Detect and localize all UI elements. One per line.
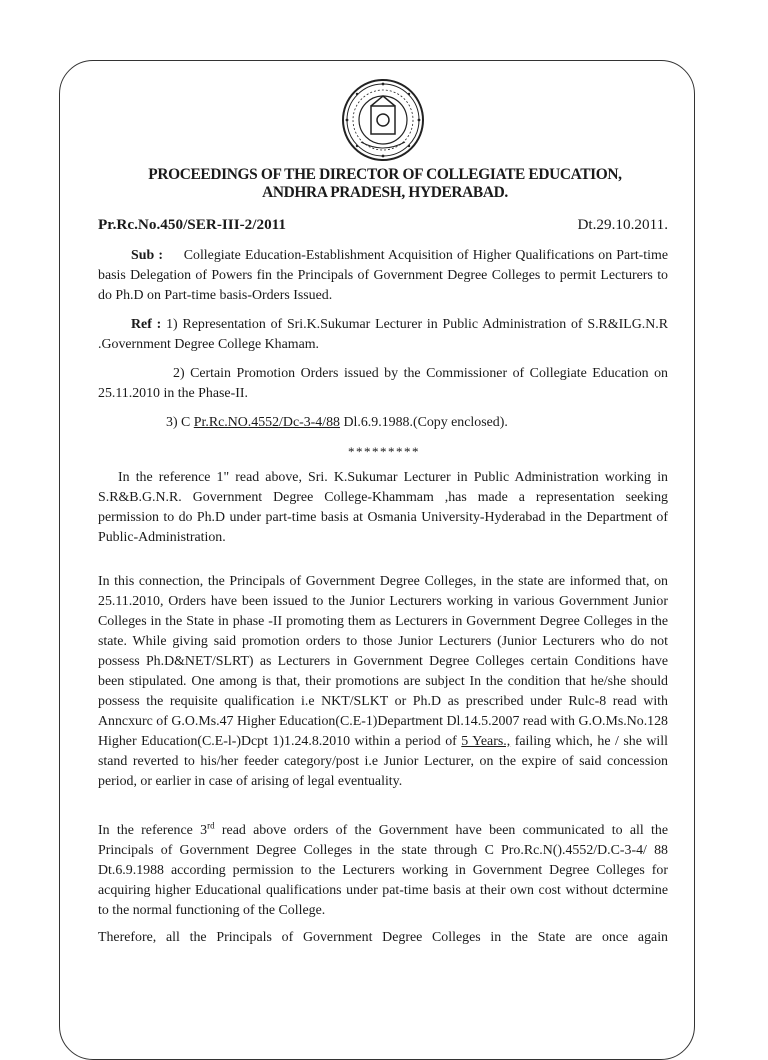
paragraph-4 <box>98 928 668 948</box>
paragraph-3 <box>98 821 668 921</box>
reference-2-text: 2) Certain Promotion Orders issued by the Commissioner of Collegiate Education on 25.11.2010 in the Phase-II. <box>98 366 668 401</box>
paragraph-2-text-start: In this connection, the Principals of Government Degree Colleges, in the state are informed that, on 25.11.2010, Orders have been issued to the Junior Lecturers working in various Government Junior Colleges in the State in phase -II promoting them as Lecturers in Government Degree Colleges in the state. While giving said promotion orders to those Junior Lecturers (Junior Lecturers who do not possess Ph.D&NET/SLRT) as Lecturers in Government Degree Colleges certain Conditions have been stipulated. One among is that, their promotions are subject In the condition that he/she should possess the requisite qualification i.e NKT/SLKT or Ph.D as prescribed under Rulc-8 read with Anncxurc of G.O.Ms.47 Higher Education(C.E-1)Department Dl.14.5.2007 read with G.O.Ms.No.128 Higher Education(C.E-l-)Dcpt 1)1.24.8.2010 within a period of <box>98 574 668 749</box>
paragraph-2-text-end: failing which, he / she will stand reverted to his/her feeder category/post i.e Junior Lecturer, on the expire of said concession period, or earlier in case of arising of legal eventuality. <box>98 734 668 789</box>
header-line-2: ANDHRA PRADESH, HYDERABAD. <box>262 184 508 201</box>
paragraph-2-period: 5 Years., <box>461 734 511 749</box>
reference-label: Ref : <box>131 317 162 332</box>
separator-stars: ********* <box>348 444 420 459</box>
paragraph-3-text-start: In the reference 3 <box>98 823 208 838</box>
subject-paragraph <box>98 246 668 306</box>
government-seal-emblem <box>341 78 425 162</box>
subject-label: Sub : <box>131 248 163 263</box>
paragraph-3-superscript: rd <box>207 820 215 831</box>
paragraph-4-text: Therefore, all the Principals of Government Degree Colleges in the State are once again <box>98 930 668 945</box>
paragraph-3-text-end: read above orders of the Government have been communicated to all the Principals of Government Degree Colleges in the state through C Pro.Rc.N().4552/D.C-3-4/ 88 Dt.6.9.1988 according permission to the Lecturers working in Government Degree Colleges for acquiring higher Educational qualifications under pat-time basis at their own cost without dctermine to the normal functioning of the College. <box>98 823 668 918</box>
reference-3-suffix: Dl.6.9.1988.(Copy enclosed). <box>340 415 508 430</box>
header-line-1: PROCEEDINGS OF THE DIRECTOR OF COLLEGIATE EDUCATION, <box>148 166 622 183</box>
reference-1-paragraph <box>98 315 668 355</box>
paragraph-1-text: In the reference 1" read above, Sri. K.Sukumar Lecturer in Public Administration working in S.R&B.G.N.R. Government Degree College-Khammam ,has made a representation seeking permission to do Ph.D under part-time basis at Osmania University-Hyderabad in the Department of Public-Administration. <box>98 470 668 545</box>
reference-3-link: Pr.Rc.NO.4552/Dc-3-4/88 <box>193 415 341 430</box>
reference-1-text: 1) Representation of Sri.K.Sukumar Lecturer in Public Administration of S.R&ILG.N.R .Government Degree College Khamam. <box>98 317 669 352</box>
paragraph-1 <box>98 468 668 548</box>
reference-3-paragraph <box>98 413 668 433</box>
document-date: Dt.29.10.2011. <box>577 216 668 233</box>
reference-2-paragraph <box>98 364 668 404</box>
reference-number: Pr.Rc.No.450/SER-III-2/2011 <box>98 216 287 233</box>
reference-3-prefix: 3) C <box>166 415 194 430</box>
subject-text: Collegiate Education-Establishment Acquisition of Higher Qualifications on Part-time basis Delegation of Powers fin the Principals of Government Degree Colleges to permit Lecturers to do Ph.D on Part-time basis-Orders Issued. <box>98 248 668 303</box>
paragraph-2 <box>98 572 668 792</box>
